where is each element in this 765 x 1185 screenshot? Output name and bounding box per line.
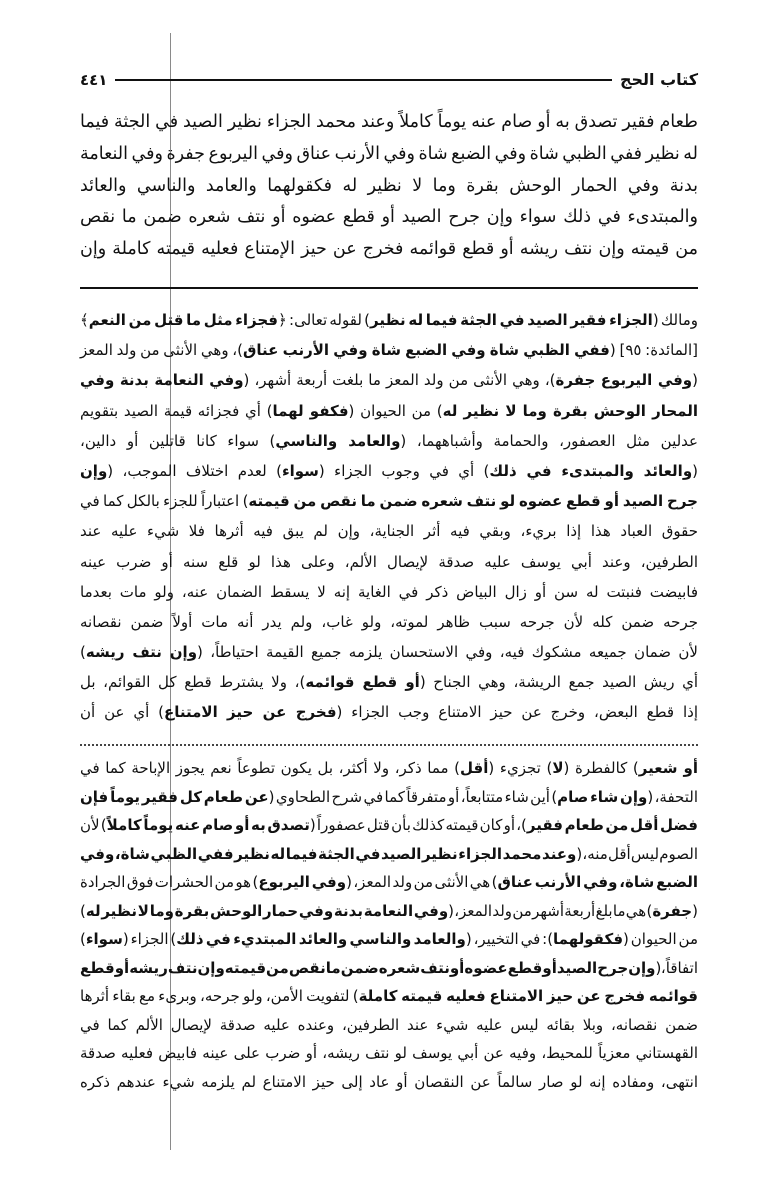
- text-segment: إذا قطع البعض، وخرج عن حيز الامتناع وجب الجزاء (: [336, 703, 698, 722]
- text-segment: ) لقوله تعالى: ﴿: [278, 311, 370, 329]
- text-line: [80, 667, 698, 697]
- text-line: [80, 139, 698, 171]
- main-text-separator: [80, 287, 698, 289]
- text-segment: ) لتفويت الأمن، ولو جرحه، وبرىء مع بقاء أثرها: [80, 987, 359, 1005]
- bold-text-segment: وفي اليربوع: [258, 873, 347, 891]
- bold-text-segment: وإن جرح الصيد أو قطع عضوه أو نتف شعره ضمن ما نقص من قيمته وإن نتف ريشه أو قطع: [80, 958, 656, 977]
- bold-text-segment: فخرج عن حيز الامتناع: [163, 703, 337, 722]
- text-segment: (: [692, 461, 699, 480]
- text-segment: ) كالفطرة (: [563, 759, 639, 777]
- text-segment: [المائدة: ٩٥] (: [609, 341, 698, 360]
- bold-text-segment: وإن شاء صام: [557, 787, 648, 806]
- text-segment: )، وهي الأنثى من ولد المعز: [80, 341, 243, 360]
- text-segment: ) تجزيء (: [488, 759, 553, 777]
- dotted-separator: [80, 744, 698, 746]
- text-segment: أي ريش الصيد جمع الريشة، وهي الجناح (: [419, 673, 698, 692]
- text-segment: ) أي فجزائه قيمة الصيد بتقويم: [80, 401, 273, 420]
- bold-text-segment: سواء: [85, 930, 123, 948]
- text-segment: )، أو كان قيمته كذلك بأن قتل عصفوراً (: [309, 816, 527, 834]
- text-segment: ): [80, 901, 86, 920]
- main-text: [80, 107, 698, 266]
- bold-text-segment: وإن: [80, 461, 108, 480]
- bold-text-segment: سواء: [281, 461, 319, 480]
- text-segment: له نظير ففي الظبي شاة وفي الضبع شاة وفي الأرنب عناق وفي اليربوع جفرة وفي النعامة: [80, 143, 698, 164]
- text-segment: من قيمته وإن نتف ريشه أو قطع قوائمه فخرج عن حيز الإمتناع فعليه قيمته كاملة وإن: [80, 239, 698, 259]
- bold-text-segment: فجزاء مثل ما قتل من النعم: [88, 311, 278, 329]
- bold-text-segment: تصدق به أو صام عنه يوماً كاملاً: [106, 816, 310, 834]
- text-line: [80, 1011, 698, 1040]
- bold-text-segment: ففي الظبي شاة وفي الضبع شاة وفي الأرنب عناق: [243, 341, 610, 360]
- bold-text-segment: أو قطع قوائمه: [305, 673, 420, 692]
- text-line: [80, 982, 698, 1011]
- text-segment: عدلين مثل العصفور، والحمامة وأشباههما، (: [400, 431, 698, 450]
- text-line: [80, 365, 698, 395]
- text-segment: ) أين شاء متتابعاً، أو متفرقاً كما في شرح الطحاوي (: [268, 787, 558, 806]
- text-segment: ) هي الأنثى من ولد المعز، (: [346, 873, 498, 891]
- bold-text-segment: وفي النعامة بدنة وفي: [80, 371, 244, 390]
- bold-text-segment: المحار الوحش بقرة وما لا نظير له: [442, 401, 698, 420]
- bold-text-segment: وإن نتف ريشه: [85, 643, 198, 662]
- text-segment: من الحيوان (: [623, 930, 698, 948]
- text-segment: الصوم ليس أقل منه، (: [576, 844, 698, 863]
- text-line: [80, 396, 698, 426]
- text-segment: ضمن نقصانه، وبلا بقائه ليس عليه شيء عند الطرفين، وعنده عليه صدقة لإيصال الألم كما في: [80, 1015, 698, 1034]
- bold-text-segment: الضبع شاة، وفي الأرنب عناق: [497, 873, 698, 891]
- text-line: [80, 426, 698, 456]
- text-line: [80, 1039, 698, 1068]
- text-line: [80, 840, 698, 869]
- text-line: [80, 234, 698, 266]
- bold-text-segment: وعند محمد الجزاء نظير الصيد في الجثة فيما له نظير ففي الظبي شاة، وفي: [80, 844, 577, 863]
- text-segment: (: [692, 371, 698, 390]
- bold-text-segment: جرح الصيد أو قطع عضوه لو نتف شعره ضمن ما نقص من قيمته: [248, 492, 698, 511]
- text-segment: طعام فقير تصدق به أو صام عنه يوماً كاملاً وعند محمد الجزاء نظير الصيد في الجثة فيما: [80, 112, 698, 132]
- text-segment: التحفة، (: [647, 787, 698, 806]
- bold-text-segment: والعامد والناسي: [275, 431, 401, 450]
- text-segment: ) هي ما بلغ أربعة أشهر من ولد المعز، (: [448, 901, 653, 920]
- bold-text-segment: الجزاء فقير الصيد في الجثة فيما له نظير: [369, 311, 653, 329]
- text-segment: ) أي في وجوب الجزاء (: [318, 461, 490, 480]
- text-segment: القهستاني معزياً للمحيط، وفيه عن أبي يوسف لو نتف ريشه، أو ضرب على عينه فابيض فعليه صدقة: [80, 1044, 698, 1062]
- text-line: [80, 783, 698, 812]
- text-segment: ): في التخيير، (: [465, 930, 554, 948]
- bold-text-segment: فكفو لهما: [272, 401, 349, 420]
- text-line: [80, 456, 698, 486]
- text-segment: انتهى، ومفاده إنه لو صار سالماً عن النقصان أو عاد إلى حيز الامتناع لم يلزمه شيء عندهم ذكره: [80, 1072, 698, 1091]
- text-line: [80, 305, 698, 335]
- text-line: [80, 577, 698, 607]
- text-segment: والمبتدىء في ذلك سواء وإن جرح الصيد أو قطع عضوه أو نتف شعره ضمن ما نقص: [80, 207, 698, 228]
- text-segment: ): [80, 930, 86, 948]
- text-segment: ) مما ذكر، ولا أكثر، بل يكون تطوعاً نعم يجوز الإباحة كما في: [80, 759, 461, 777]
- text-segment: (: [692, 901, 698, 920]
- bold-text-segment: والعائد والمبتدىء في ذلك: [489, 461, 693, 480]
- lower-commentary-text: [80, 754, 698, 1096]
- text-line: [80, 1068, 698, 1097]
- text-segment: لأن ضمان جميعه مشكوك فيه، وفي الاستحسان يلزمه جميع القيمة احتياطاً، (: [197, 643, 698, 662]
- text-segment: ) سواء كانا قاتلين أو دالين،: [80, 431, 276, 450]
- text-line: [80, 335, 698, 365]
- text-segment: ) أي عن أن: [80, 703, 164, 722]
- text-line: [80, 954, 698, 983]
- text-segment: حقوق العباد هذا إذا بريء، وبقي فيه أثر الجناية، وإن لم يبق فيه أثرها فلا شيء عليه عند: [80, 522, 698, 541]
- text-segment: ) هو من الحشرات فوق الجرادة: [80, 873, 259, 891]
- bold-text-segment: وفي النعامة بدنة وفي حمار الوحش بقرة وما لا نظير له: [85, 901, 449, 920]
- bold-text-segment: فكقولهما: [553, 930, 624, 948]
- header-rule: [115, 79, 612, 81]
- text-line: [80, 516, 698, 546]
- bold-text-segment: وفي اليربوع جفرة: [555, 371, 693, 390]
- text-line: [80, 754, 698, 783]
- text-segment: ) لعدم اختلاف الموجب، (: [107, 461, 282, 480]
- text-line: [80, 868, 698, 897]
- text-line: [80, 547, 698, 577]
- bold-text-segment: عن طعام كل فقير يوماً فإن: [80, 787, 269, 806]
- text-segment: اتفاقاً، (: [655, 958, 698, 977]
- bold-text-segment: والعامد والناسي والعائد المبتديء في ذلك: [176, 930, 466, 948]
- text-line: [80, 607, 698, 637]
- text-segment: ﴾: [80, 311, 89, 329]
- text-segment: بدنة وفي الحمار الوحش بقرة وما لا نظير له فكقولهما والعامد والناسي والعائد: [80, 175, 698, 196]
- text-line: [80, 697, 698, 727]
- bold-text-segment: جفرة: [652, 901, 693, 920]
- text-segment: ) الجزاء (: [122, 930, 177, 948]
- text-segment: ): [80, 643, 86, 662]
- text-line: [80, 637, 698, 667]
- text-segment: جرحه ضمن كله لأن جرحه سبب ظاهر لموته، ولو غاب، ولم يدر أنه مات أولاً ضمن نقصانه: [80, 612, 698, 631]
- commentary-text: [80, 305, 698, 728]
- text-line: [80, 171, 698, 203]
- page-number: ٤٤١: [80, 71, 108, 89]
- text-segment: فابيضت فنبتت له سن أو زال البياض ذكر في الغاية إنه لا يسقط الضمان عنه، ولو مات بعدما: [80, 582, 698, 601]
- text-line: [80, 925, 698, 954]
- text-line: [80, 486, 698, 516]
- bold-text-segment: لا: [552, 759, 564, 777]
- text-segment: ) لأن: [80, 816, 107, 834]
- text-segment: )، ولا يشترط قطع كل القوائم، بل: [80, 673, 306, 692]
- text-segment: الطرفين، وعند أبي يوسف عليه صدقة لإيصال الألم، وعلى هذا لو قلع سنه أو ضرب عينه: [80, 552, 698, 571]
- text-line: [80, 202, 698, 234]
- text-segment: ) اعتباراً للجزء بالكل كما في: [80, 492, 249, 511]
- text-segment: ومالك (: [652, 311, 698, 329]
- text-line: [80, 811, 698, 840]
- text-segment: )، وهي الأنثى من ولد المعز ما بلغت أربعة أشهر، (: [243, 371, 556, 390]
- text-line: [80, 107, 698, 139]
- bold-text-segment: قوائمه فخرج عن حيز الامتناع فعليه قيمته كاملة: [358, 987, 698, 1005]
- text-line: [80, 897, 698, 926]
- running-header-title: كتاب الحج: [619, 70, 698, 89]
- bold-text-segment: أقل: [460, 759, 489, 777]
- text-segment: ) من الحيوان (: [348, 401, 443, 420]
- bold-text-segment: فضل أقل من طعام فقير: [526, 816, 698, 834]
- bold-text-segment: أو شعير: [638, 759, 699, 777]
